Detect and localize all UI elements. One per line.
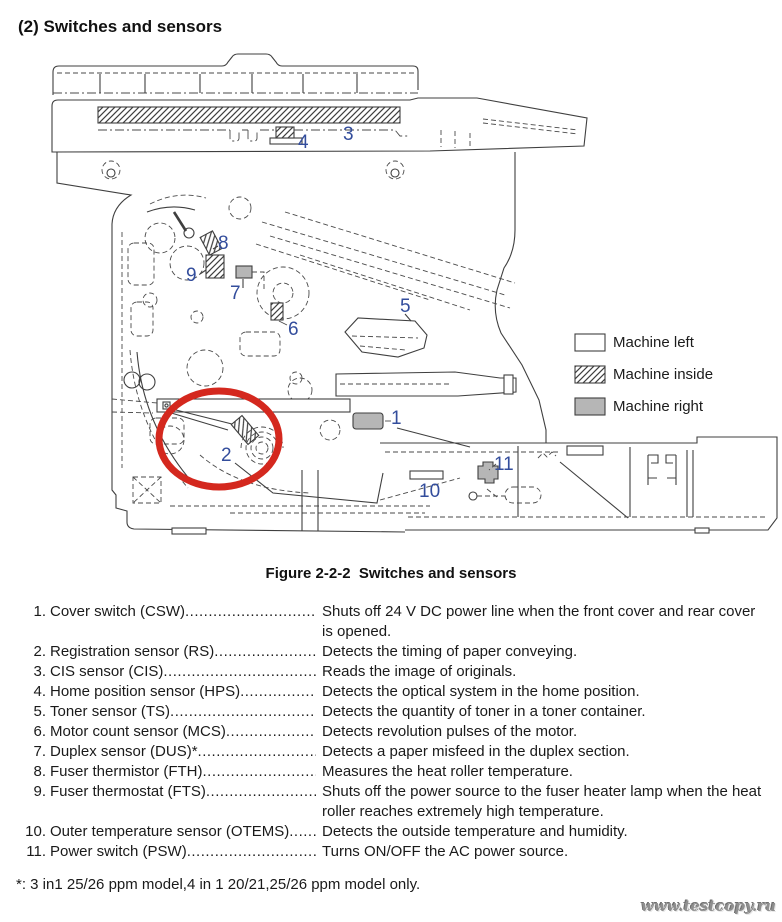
list-item bbox=[16, 742, 768, 762]
figure-caption: Figure 2-2-2 Switches and sensors bbox=[265, 565, 517, 582]
item-number: 3. bbox=[33, 663, 46, 680]
list-item bbox=[16, 602, 768, 642]
item-label: Outer temperature sensor (OTEMS) bbox=[50, 823, 290, 840]
item-description: Measures the heat roller temperature. bbox=[322, 763, 573, 780]
fuser-thermostat-part bbox=[206, 255, 224, 278]
item-label: Duplex sensor (DUS)* bbox=[50, 743, 198, 760]
legend bbox=[575, 334, 713, 415]
item-label: Registration sensor (RS) bbox=[50, 643, 215, 660]
home-position-sensor-part bbox=[276, 127, 294, 138]
callout-9: 9 bbox=[186, 265, 197, 286]
callout-2: 2 bbox=[221, 445, 232, 466]
item-number: 9. bbox=[33, 783, 46, 800]
list-item bbox=[16, 662, 768, 682]
legend-swatch-machine-right bbox=[575, 398, 605, 415]
list-item bbox=[16, 702, 768, 722]
item-label: Power switch (PSW) bbox=[50, 843, 187, 860]
item-label: Home position sensor (HPS) bbox=[50, 683, 241, 700]
list-item bbox=[16, 682, 768, 702]
item-number: 6. bbox=[33, 723, 46, 740]
list-item bbox=[16, 722, 768, 742]
callout-8: 8 bbox=[218, 233, 229, 254]
list-item bbox=[16, 822, 768, 842]
callout-4: 4 bbox=[298, 132, 309, 153]
dot-leader bbox=[198, 742, 316, 762]
item-label: Fuser thermistor (FTH) bbox=[50, 763, 203, 780]
list-item bbox=[16, 782, 768, 822]
dot-leader bbox=[206, 782, 316, 802]
dot-leader bbox=[187, 842, 316, 862]
item-number: 11. bbox=[26, 843, 46, 860]
page-title: (2) Switches and sensors bbox=[18, 17, 223, 37]
toner-container bbox=[345, 318, 427, 357]
item-description: Detects a paper misfeed in the duplex section. bbox=[322, 743, 630, 760]
item-label: Toner sensor (TS) bbox=[50, 703, 171, 720]
callout-6: 6 bbox=[288, 319, 299, 340]
callout-1: 1 bbox=[391, 408, 402, 429]
item-number: 8. bbox=[33, 763, 46, 780]
item-description: Turns ON/OFF the AC power source. bbox=[322, 843, 569, 860]
callout-10: 10 bbox=[419, 481, 441, 502]
item-number: 7. bbox=[33, 743, 46, 760]
item-description: Detects the timing of paper conveying. bbox=[322, 643, 578, 660]
watermark: www.testcopy.ru bbox=[641, 897, 776, 915]
callout-7: 7 bbox=[230, 283, 241, 304]
legend-label-machine-left: Machine left bbox=[613, 334, 694, 351]
list-item bbox=[16, 642, 768, 662]
item-number: 4. bbox=[33, 683, 46, 700]
item-description: Detects the quantity of toner in a toner container. bbox=[322, 703, 646, 720]
developer-unit bbox=[336, 372, 516, 396]
dot-leader bbox=[185, 602, 316, 622]
legend-swatch-machine-inside bbox=[575, 366, 605, 383]
footnote: *: 3 in1 25/26 ppm model,4 in 1 20/21,25/26 ppm model only. bbox=[16, 876, 421, 893]
motor-count-sensor-part bbox=[271, 303, 283, 320]
dot-leader bbox=[203, 762, 316, 782]
scanner-top-section bbox=[52, 54, 587, 179]
item-label: Cover switch (CSW) bbox=[50, 603, 186, 620]
main-body-section bbox=[57, 152, 546, 534]
item-description: Shuts off 24 V DC power line when the front cover and rear cover is opened. bbox=[322, 603, 756, 640]
cover-switch-part bbox=[353, 413, 383, 429]
item-number: 5. bbox=[33, 703, 46, 720]
dot-leader bbox=[240, 682, 316, 702]
item-number: 1. bbox=[33, 603, 46, 620]
dot-leader bbox=[214, 642, 316, 662]
sensor-list bbox=[16, 602, 768, 862]
legend-label-machine-right: Machine right bbox=[613, 398, 704, 415]
dot-leader bbox=[226, 722, 316, 742]
dot-leader bbox=[170, 702, 316, 722]
callout-11: 11 bbox=[494, 454, 514, 475]
outer-temperature-sensor-part bbox=[410, 471, 443, 479]
item-description: Detects revolution pulses of the motor. bbox=[322, 723, 578, 740]
dot-leader bbox=[163, 662, 316, 682]
callout-5: 5 bbox=[400, 296, 411, 317]
item-number: 10. bbox=[25, 823, 46, 840]
legend-label-machine-inside: Machine inside bbox=[613, 366, 714, 383]
item-label: Fuser thermostat (FTS) bbox=[50, 783, 206, 800]
item-description: Detects the optical system in the home position. bbox=[322, 683, 640, 700]
list-item bbox=[16, 842, 768, 862]
item-label: CIS sensor (CIS) bbox=[50, 663, 164, 680]
legend-swatch-machine-left bbox=[575, 334, 605, 351]
item-description: Reads the image of originals. bbox=[322, 663, 517, 680]
item-number: 2. bbox=[33, 643, 46, 660]
cis-sensor-part bbox=[98, 107, 400, 123]
callout-3: 3 bbox=[343, 124, 354, 145]
item-description: Detects the outside temperature and humidity. bbox=[322, 823, 628, 840]
item-description: Shuts off the power source to the fuser heater lamp when the heat roller reaches extremely high temperature. bbox=[322, 783, 762, 820]
dot-leader bbox=[289, 822, 316, 842]
item-label: Motor count sensor (MCS) bbox=[50, 723, 226, 740]
list-item bbox=[16, 762, 768, 782]
duplex-sensor-part bbox=[236, 266, 252, 278]
